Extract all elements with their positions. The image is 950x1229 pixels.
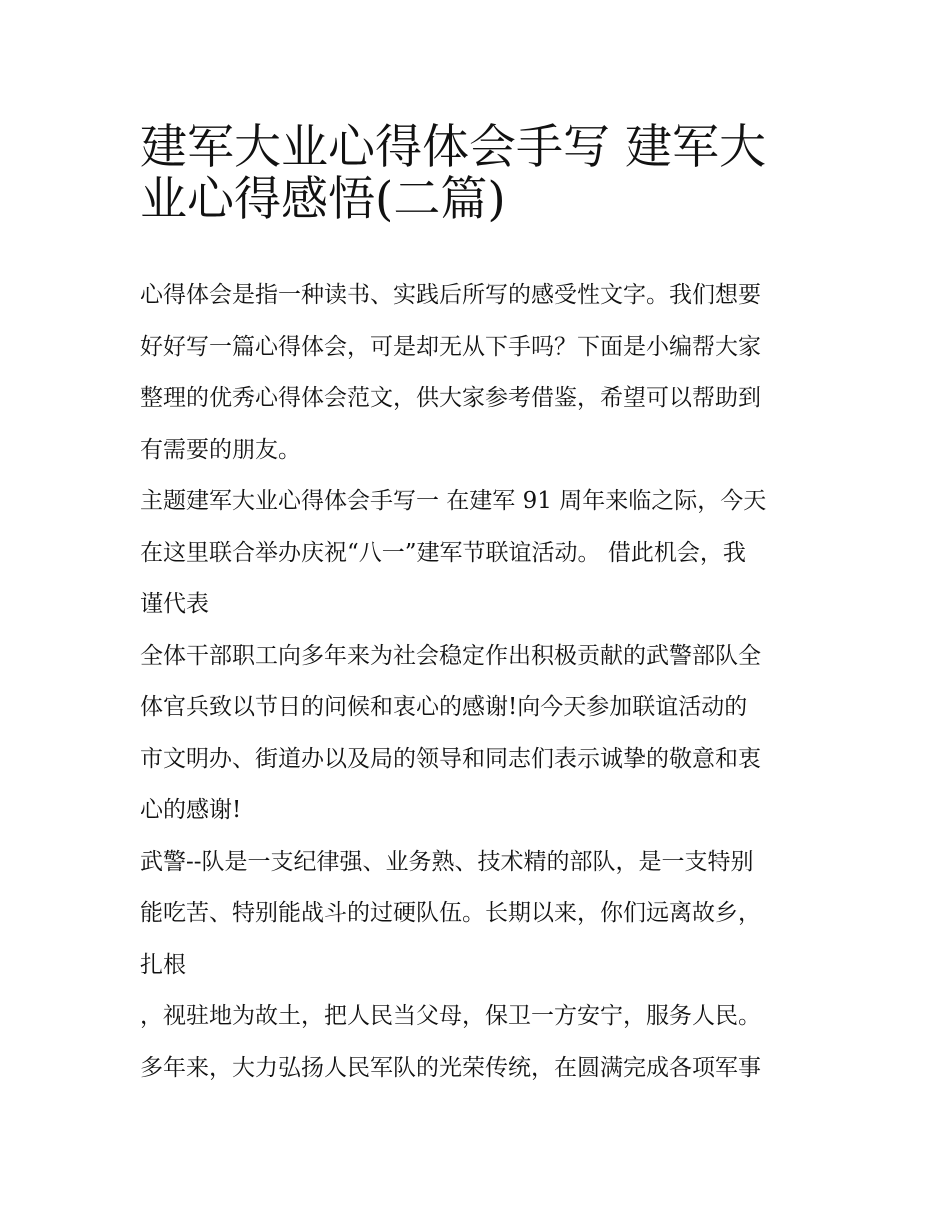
body-line: 谨代表 (140, 591, 209, 617)
body-line: 整理的优秀心得体会范文，供大家参考借鉴，希望可以帮助到 (140, 385, 761, 411)
title-line: 业心得感悟(二篇) (140, 171, 506, 227)
body-line: 在这里联合举办庆祝“八一”建军节联谊活动。 借此机会，我 (140, 539, 746, 566)
title-line: 建军大业心得体会手写 建军大 (140, 120, 766, 175)
document-title (140, 108, 820, 227)
body-line: 多年来，大力弘扬人民军队的光荣传统，在圆满完成各项军事 (140, 1054, 761, 1081)
body-line: 能吃苦、特别能战斗的过硬队伍。长期以来，你们远离故乡， (140, 900, 761, 926)
body-line: 主题建军大业心得体会手写一 在建军 91 周年来临之际，今天 (140, 488, 767, 514)
body-line: 好好写一篇心得体会，可是却无从下手吗？下面是小编帮大家 (140, 333, 761, 360)
body-line: 市文明办、街道办以及局的领导和同志们表示诚挚的敬意和衷 (140, 745, 761, 772)
body-line: ，视驻地为故土，把人民当父母，保卫一方安宁，服务人民。 (140, 1003, 761, 1029)
body-line: 心的感谢! (140, 797, 242, 823)
body-line: 全体干部职工向多年来为社会稳定作出积极贡献的武警部队全 (140, 642, 761, 669)
body-line: 心得体会是指一种读书、实践后所写的感受性文字。我们想要 (140, 282, 761, 308)
document-body (140, 270, 820, 1094)
body-line: 体官兵致以节日的问候和衷心的感谢!向今天参加联谊活动的 (140, 694, 748, 720)
body-line: 有需要的朋友。 (140, 436, 301, 463)
body-line: 扎根 (140, 951, 186, 978)
body-line: 武警--队是一支纪律强、业务熟、技术精的部队，是一支特别 (140, 848, 754, 875)
